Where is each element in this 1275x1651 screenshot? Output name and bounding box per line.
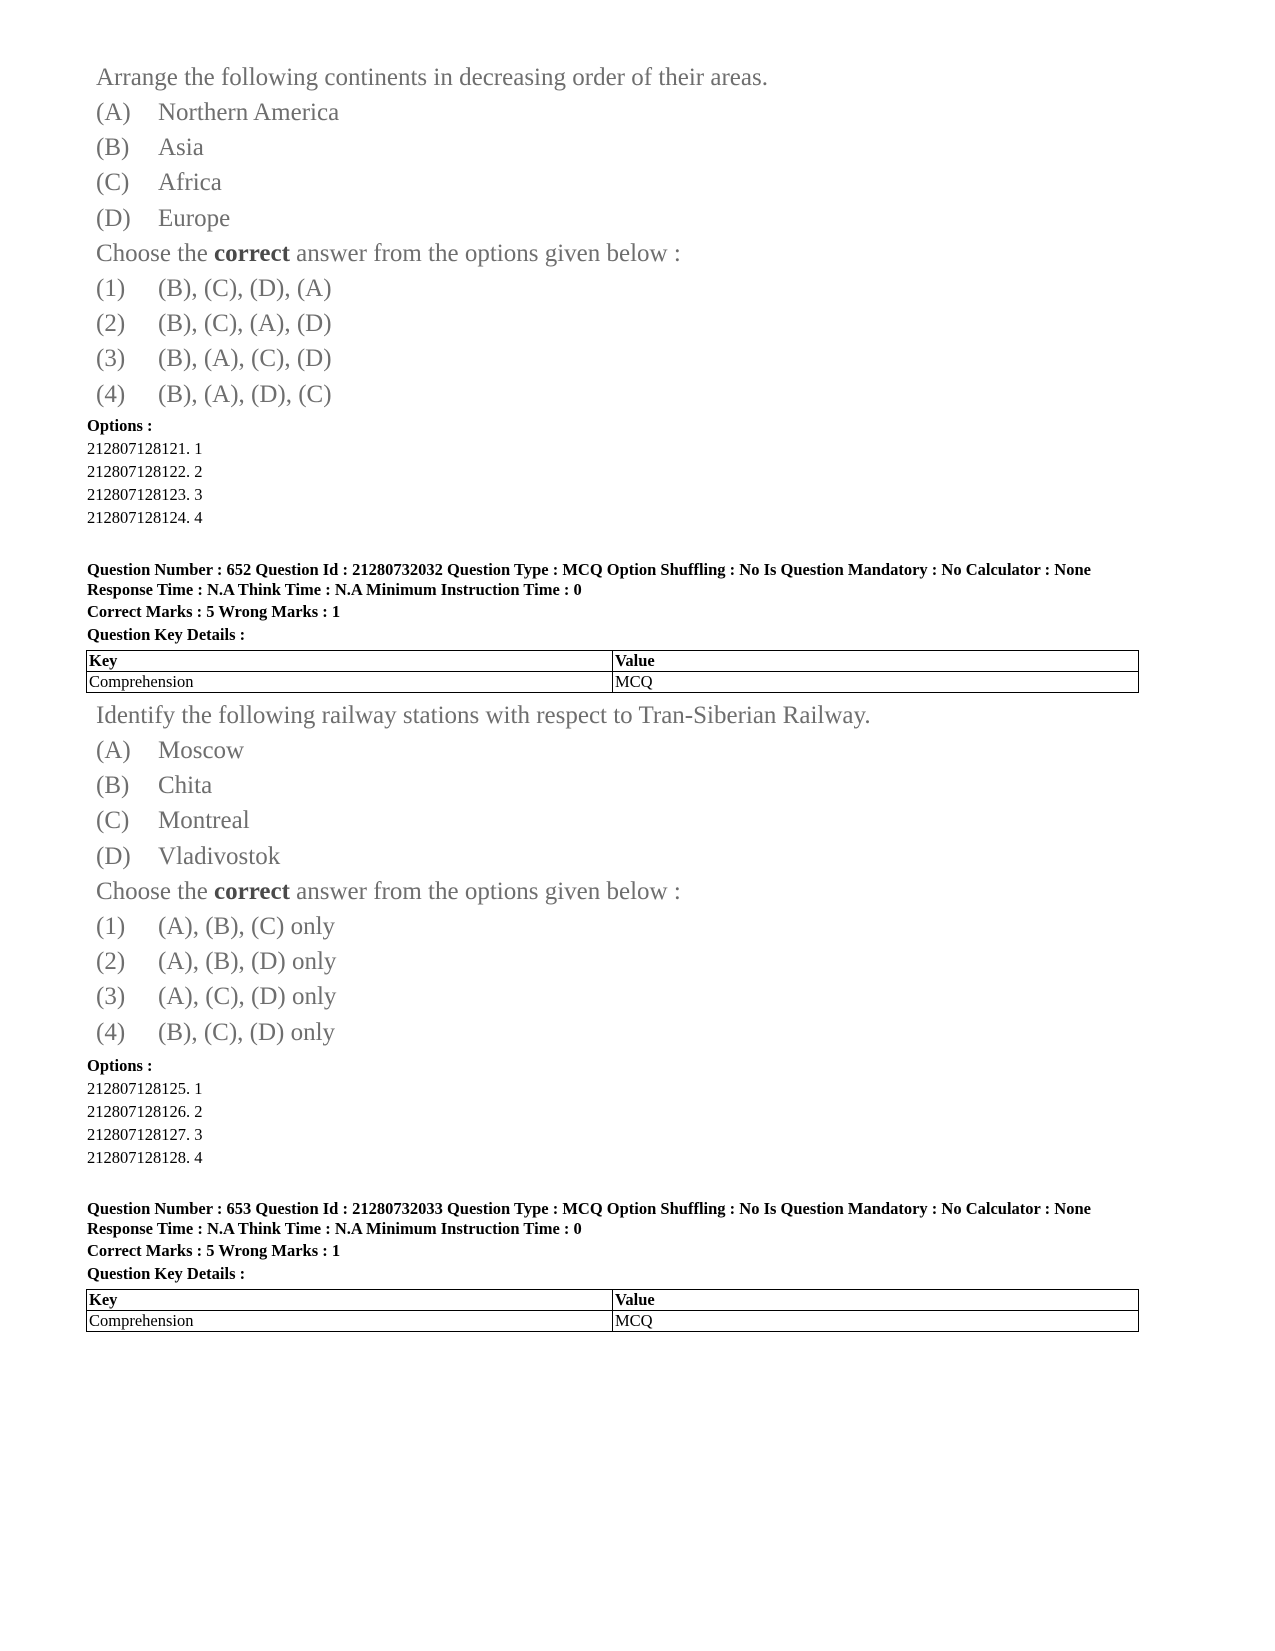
q652-answer-4: (4) (B), (C), (D) only [96,1018,336,1046]
q651-option-1: 212807128121. 1 [87,439,203,458]
q651-item-c: (C) Africa [96,169,222,197]
q651-answer-3: (3) (B), (A), (C), (D) [96,345,332,373]
q652-stem: Identify the following railway stations with respect to Tran-Siberian Railway. [96,702,871,729]
q651-item-d: (D) Europe [96,204,231,232]
q651-answer-4: (4) (B), (A), (D), (C) [96,380,332,408]
q652-value-header: Value [613,651,1139,672]
q653-key-table [86,1289,1139,1332]
q651-options [87,414,203,529]
q652-question-image [96,698,1016,1050]
q652-options-heading: Options : [87,1056,153,1075]
q652-answer-3: (3) (A), (C), (D) only [96,983,337,1011]
q652-meta-line1: Question Number : 652 Question Id : 21280732032 Question Type : MCQ Option Shuffling : No Is Question Mandatory : No Calculator : None [87,560,1091,579]
q652-answer-1: (1) (A), (B), (C) only [96,912,336,940]
q653-value-cell: MCQ [613,1311,1139,1332]
q651-question-image [96,60,1016,412]
q653-marks: Correct Marks : 5 Wrong Marks : 1 [87,1241,341,1260]
q652-key-details-label: Question Key Details : [87,625,246,644]
q651-item-a: (A) Northern America [96,99,340,126]
q652-options [87,1054,203,1169]
q652-item-b: (B) Chita [96,772,213,800]
q651-option-2: 212807128122. 2 [87,462,203,481]
q651-stem: Arrange the following continents in decreasing order of their areas. [96,64,768,91]
q652-meta-line2: Response Time : N.A Think Time : N.A Minimum Instruction Time : 0 [87,580,582,599]
q652-item-d: (D) Vladivostok [96,842,281,870]
q652-key-table-row [87,672,1139,693]
q652-key-header: Key [87,651,613,672]
q651-answer-1: (1) (B), (C), (D), (A) [96,274,332,302]
q653-meta-line1: Question Number : 653 Question Id : 21280732033 Question Type : MCQ Option Shuffling : No Is Question Mandatory : No Calculator : None [87,1199,1091,1218]
q651-choose-instruction: Choose the correct answer from the options given below : [96,239,681,267]
q652-option-4: 212807128128. 4 [87,1148,203,1167]
q651-item-b: (B) Asia [96,134,204,162]
q652-key-table [86,650,1139,693]
q652-option-3: 212807128127. 3 [87,1125,203,1144]
q653-key-table-row [87,1311,1139,1332]
q652-meta [87,560,1091,600]
q652-key-cell: Comprehension [87,672,613,693]
q653-value-header: Value [613,1290,1139,1311]
q653-key-table-header [87,1290,1139,1311]
q651-option-4: 212807128124. 4 [87,508,203,527]
q652-option-1: 212807128125. 1 [87,1079,203,1098]
q653-key-cell: Comprehension [87,1311,613,1332]
q652-marks: Correct Marks : 5 Wrong Marks : 1 [87,602,341,621]
q651-option-3: 212807128123. 3 [87,485,203,504]
q653-key-header: Key [87,1290,613,1311]
q652-item-c: (C) Montreal [96,807,250,835]
q652-choose-instruction: Choose the correct answer from the options given below : [96,877,681,905]
q652-answer-2: (2) (A), (B), (D) only [96,948,337,976]
q652-key-table-header [87,651,1139,672]
q652-option-2: 212807128126. 2 [87,1102,203,1121]
q653-meta [87,1199,1091,1239]
q651-answer-2: (2) (B), (C), (A), (D) [96,310,332,338]
q653-meta-line2: Response Time : N.A Think Time : N.A Minimum Instruction Time : 0 [87,1219,582,1238]
q652-value-cell: MCQ [613,672,1139,693]
q652-item-a: (A) Moscow [96,737,245,764]
q651-options-heading: Options : [87,416,153,435]
q653-key-details-label: Question Key Details : [87,1264,246,1283]
